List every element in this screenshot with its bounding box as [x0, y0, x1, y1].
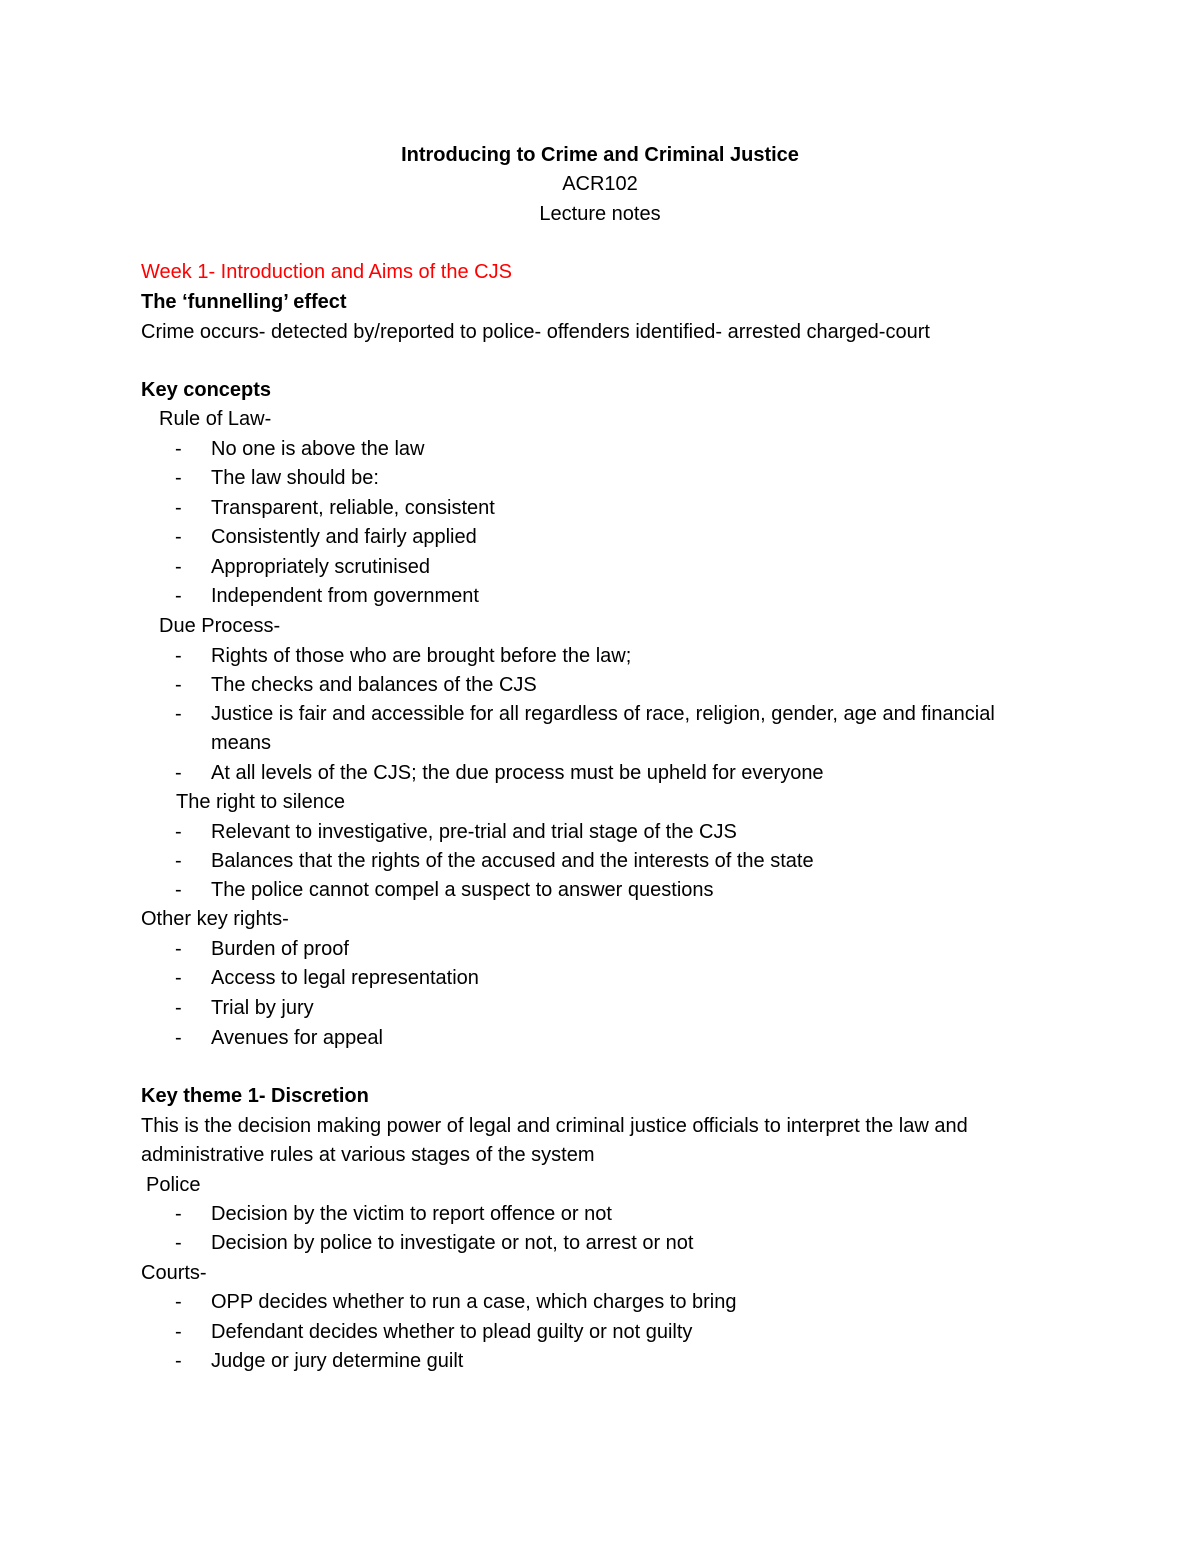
bullet-dash: -: [175, 938, 182, 960]
key-theme1-description: This is the decision making power of legal and criminal justice officials to interpret the law and: [141, 1115, 968, 1137]
list-item: Burden of proof: [211, 938, 349, 960]
funnelling-heading: The ‘funnelling’ effect: [141, 291, 347, 313]
bullet-dash: -: [175, 967, 182, 989]
bullet-dash: -: [175, 997, 182, 1019]
list-item: Appropriately scrutinised: [211, 556, 430, 578]
list-item: The police cannot compel a suspect to answer questions: [211, 879, 714, 901]
list-item: Consistently and fairly applied: [211, 526, 477, 548]
bullet-dash: -: [175, 438, 182, 460]
key-theme1-description: administrative rules at various stages of the system: [141, 1144, 595, 1166]
bullet-dash: -: [175, 1350, 182, 1372]
bullet-dash: -: [175, 1291, 182, 1313]
list-item: Transparent, reliable, consistent: [211, 497, 495, 519]
bullet-dash: -: [175, 645, 182, 667]
rule-of-law-label: Rule of Law-: [159, 408, 272, 430]
course-code: ACR102: [562, 173, 638, 195]
list-item: Relevant to investigative, pre-trial and trial stage of the CJS: [211, 821, 737, 843]
list-item: The checks and balances of the CJS: [211, 674, 537, 696]
bullet-dash: -: [175, 1203, 182, 1225]
bullet-dash: -: [175, 1321, 182, 1343]
document-subtitle: Lecture notes: [539, 203, 661, 225]
bullet-dash: -: [175, 674, 182, 696]
list-item: Decision by the victim to report offence or not: [211, 1203, 612, 1225]
bullet-dash: -: [175, 556, 182, 578]
list-item: Trial by jury: [211, 997, 314, 1019]
bullet-dash: -: [175, 879, 182, 901]
bullet-dash: -: [175, 1232, 182, 1254]
bullet-dash: -: [175, 850, 182, 872]
right-to-silence-label: The right to silence: [176, 791, 345, 813]
bullet-dash: -: [175, 1027, 182, 1049]
key-theme1-heading: Key theme 1- Discretion: [141, 1085, 369, 1107]
document-title: Introducing to Crime and Criminal Justice: [401, 144, 799, 166]
due-process-label: Due Process-: [159, 615, 281, 637]
bullet-dash: -: [175, 821, 182, 843]
bullet-dash: -: [175, 585, 182, 607]
other-rights-label: Other key rights-: [141, 908, 289, 930]
list-item: Avenues for appeal: [211, 1027, 383, 1049]
list-item: No one is above the law: [211, 438, 425, 460]
list-item: Balances that the rights of the accused and the interests of the state: [211, 850, 814, 872]
list-item: Independent from government: [211, 585, 479, 607]
courts-label: Courts-: [141, 1262, 207, 1284]
bullet-dash: -: [175, 526, 182, 548]
list-item: Access to legal representation: [211, 967, 479, 989]
bullet-dash: -: [175, 497, 182, 519]
list-item: Decision by police to investigate or not, to arrest or not: [211, 1232, 694, 1254]
funnelling-text: Crime occurs- detected by/reported to police- offenders identified- arrested charged-court: [141, 321, 930, 343]
bullet-dash: -: [175, 762, 182, 784]
list-item: Judge or jury determine guilt: [211, 1350, 464, 1372]
key-concepts-heading: Key concepts: [141, 379, 272, 401]
bullet-dash: -: [175, 467, 182, 489]
list-item: Defendant decides whether to plead guilty or not guilty: [211, 1321, 693, 1343]
list-item: Rights of those who are brought before the law;: [211, 645, 632, 667]
week1-heading: Week 1- Introduction and Aims of the CJS: [141, 261, 512, 283]
list-item: The law should be:: [211, 467, 379, 489]
list-item: Justice is fair and accessible for all regardless of race, religion, gender, age and financial: [211, 703, 995, 725]
list-item: At all levels of the CJS; the due process must be upheld for everyone: [211, 762, 824, 784]
bullet-dash: -: [175, 703, 182, 725]
list-item: OPP decides whether to run a case, which charges to bring: [211, 1291, 737, 1313]
list-item-continuation: means: [211, 732, 272, 754]
police-label: Police: [146, 1174, 201, 1196]
